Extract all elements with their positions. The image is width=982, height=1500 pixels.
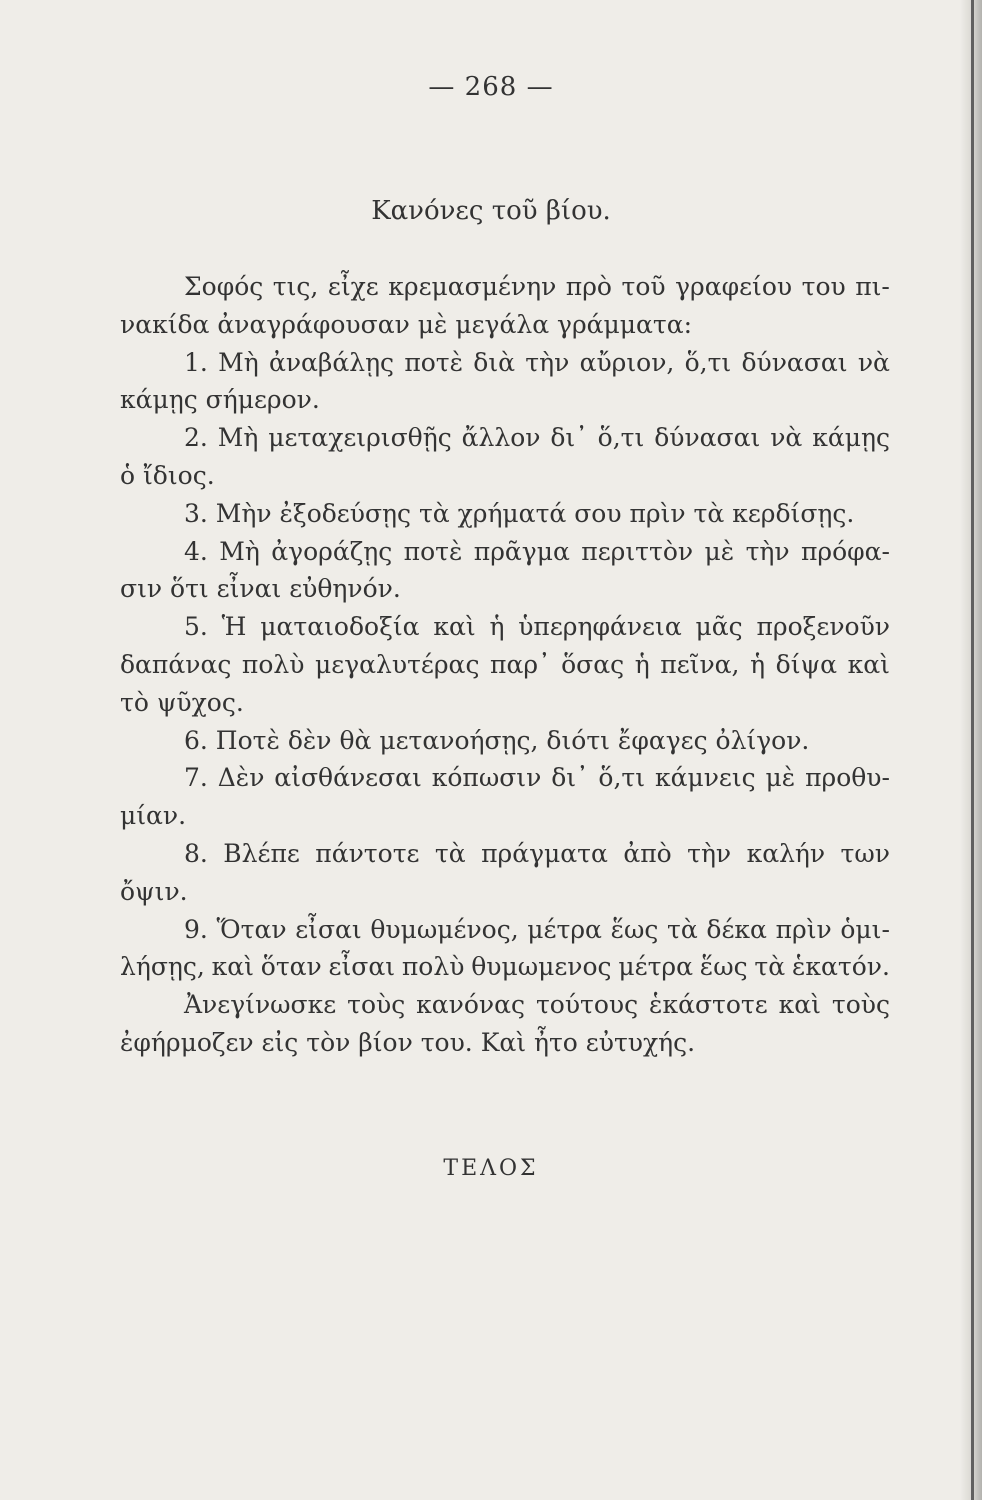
- text-line: 3. Μὴν ἐξοδεύσῃς τὰ χρήματά σου πρὶν τὰ κερδίσῃς.: [184, 498, 855, 528]
- end-mark: ΤΕΛΟΣ: [443, 1156, 539, 1181]
- word: δύνασαι: [741, 347, 848, 377]
- word: μέτρα: [527, 914, 602, 944]
- word: νὰ: [857, 347, 890, 377]
- word: Ἀνεγίνωσκε: [184, 990, 337, 1020]
- word: τὰ: [667, 914, 698, 944]
- text-line: [120, 533, 890, 571]
- word: διὰ: [473, 347, 516, 377]
- word: μᾶς: [695, 612, 743, 642]
- word: πρᾶγμα: [473, 536, 570, 566]
- word: πρόφα-: [800, 536, 890, 566]
- word: ἑκάστοτε: [649, 990, 768, 1020]
- word: προξενοῦν: [756, 612, 890, 642]
- word: τὴν: [745, 536, 790, 566]
- word: δι᾽: [550, 423, 588, 453]
- word: κάμῃς: [812, 423, 890, 453]
- word: ἀναβάλῃς: [268, 347, 395, 377]
- word: τοὺς: [347, 990, 406, 1020]
- word: θυμωμένος,: [370, 914, 519, 944]
- word: δι᾽: [551, 763, 589, 793]
- word: μεταχειρισθῇς: [268, 423, 452, 453]
- word: ἕως: [699, 952, 748, 982]
- word: ὅ,τι: [684, 347, 732, 377]
- word: ὅ,τι: [597, 423, 645, 453]
- text-line: ὄψιν.: [120, 876, 188, 906]
- word: πολὺ: [241, 649, 305, 679]
- text-line: [120, 608, 890, 646]
- word: Ὅταν: [216, 914, 287, 944]
- text-line: [120, 986, 890, 1024]
- word: καὶ: [847, 649, 890, 679]
- word: παρ᾽: [490, 649, 551, 679]
- word: τὰ: [754, 952, 786, 982]
- word: πεῖνα,: [660, 649, 740, 679]
- word: κόπωσιν: [431, 763, 542, 793]
- word: καλήν: [746, 838, 826, 868]
- text-line: [120, 268, 890, 306]
- word: κρεμασμένην: [388, 272, 557, 301]
- word: Μὴ: [217, 423, 259, 453]
- word: κάμνεις: [654, 763, 756, 793]
- word: Βλέπε: [223, 838, 300, 868]
- word: 8.: [184, 838, 208, 868]
- word: ἑκατόν.: [791, 952, 890, 982]
- word: εἶχε: [327, 272, 379, 301]
- word: 5.: [184, 612, 208, 642]
- word: Μὴ: [218, 347, 259, 377]
- word: πι-: [855, 272, 890, 301]
- word: γραφείου: [675, 272, 793, 301]
- word: εἶσαι: [295, 914, 362, 944]
- text-line: νακίδα ἀναγράφουσαν μὲ μεγάλα γράμματα:: [120, 309, 693, 339]
- word: ἡ: [750, 649, 766, 679]
- section-title: Κανόνες τοῦ βίου.: [371, 196, 611, 226]
- word: μεγαλυτέρας: [315, 649, 480, 679]
- word: Μὴ: [219, 536, 260, 566]
- text-line: 6. Ποτὲ δὲν θὰ μετανοήσῃς, διότι ἔφαγες ὀλίγον.: [184, 725, 810, 755]
- word: πρὶν: [775, 914, 832, 944]
- word: ποτὲ: [403, 536, 463, 566]
- text-line: ἐφήρμοζεν εἰς τὸν βίον του. Καὶ ἦτο εὐτυχής.: [120, 1027, 696, 1057]
- text-line: ὁ ἴδιος.: [120, 460, 215, 490]
- word: τοῦ: [621, 272, 666, 301]
- word: τὴν: [687, 838, 732, 868]
- word: ἡ: [634, 649, 650, 679]
- word: κανόνας: [416, 990, 525, 1020]
- text-line: μίαν.: [120, 801, 187, 831]
- text-line: [120, 835, 890, 873]
- word: ἕως: [610, 914, 659, 944]
- word: προθυ-: [805, 763, 890, 793]
- text-line: [120, 759, 890, 797]
- word: ἡ: [489, 612, 505, 642]
- word: ματαιοδοξία: [260, 612, 420, 642]
- word: ὑπερηφάνεια: [518, 612, 682, 642]
- word: ὅσας: [561, 649, 625, 679]
- word: του: [801, 272, 846, 301]
- text-line: [120, 911, 890, 949]
- word: αἰσθάνεσαι: [274, 763, 422, 793]
- word: πρὸ: [565, 272, 612, 301]
- word: τὴν: [525, 347, 570, 377]
- word: ὁμι-: [840, 914, 890, 944]
- word: πράγματα: [481, 838, 608, 868]
- word: δίψα: [775, 649, 837, 679]
- text-line: [120, 646, 890, 684]
- word: τοὺς: [831, 990, 890, 1020]
- word: τὰ: [434, 838, 466, 868]
- word: αὔριον,: [579, 347, 675, 377]
- word: πάντοτε: [315, 838, 420, 868]
- word: τούτους: [535, 990, 639, 1020]
- word: περιττὸν: [581, 536, 694, 566]
- word: 7.: [184, 763, 208, 793]
- word: Σοφός: [184, 272, 264, 301]
- word: δέκα: [706, 914, 767, 944]
- word: λήσῃς,: [120, 952, 205, 982]
- text-line: [120, 948, 890, 986]
- word: ἀγοράζῃς: [271, 536, 393, 566]
- word: 4.: [184, 536, 208, 566]
- word: ὅταν: [260, 952, 322, 982]
- word: τις,: [272, 272, 319, 301]
- word: 1.: [184, 347, 208, 377]
- word: ἀπὸ: [623, 838, 672, 868]
- word: μὲ: [704, 536, 735, 566]
- text-line: [120, 419, 890, 457]
- word: 9.: [184, 914, 208, 944]
- word: Δὲν: [217, 763, 265, 793]
- word: ἄλλον: [461, 423, 541, 453]
- word: μὲ: [765, 763, 796, 793]
- word: των: [840, 838, 890, 868]
- word: καὶ: [211, 952, 254, 982]
- word: καὶ: [778, 990, 821, 1020]
- word: εἶσαι: [328, 952, 396, 982]
- word: 2.: [184, 423, 208, 453]
- text-line: [120, 344, 890, 382]
- body-text: [120, 268, 890, 1062]
- text-line: σιν ὅτι εἶναι εὐθηνόν.: [120, 574, 401, 604]
- word: θυμωμενος: [471, 952, 612, 982]
- word: ὅ,τι: [598, 763, 646, 793]
- word: δαπάνας: [120, 649, 232, 679]
- word: Ἡ: [221, 612, 247, 642]
- word: πολὺ: [401, 952, 465, 982]
- page-number: — 268 —: [428, 72, 554, 102]
- text-line: κάμῃς σήμερον.: [120, 385, 320, 415]
- word: δύνασαι: [654, 423, 761, 453]
- text-line: τὸ ψῦχος.: [120, 687, 244, 717]
- word: νὰ: [770, 423, 803, 453]
- word: μέτρα: [618, 952, 693, 982]
- word: ποτὲ: [404, 347, 464, 377]
- word: καὶ: [433, 612, 476, 642]
